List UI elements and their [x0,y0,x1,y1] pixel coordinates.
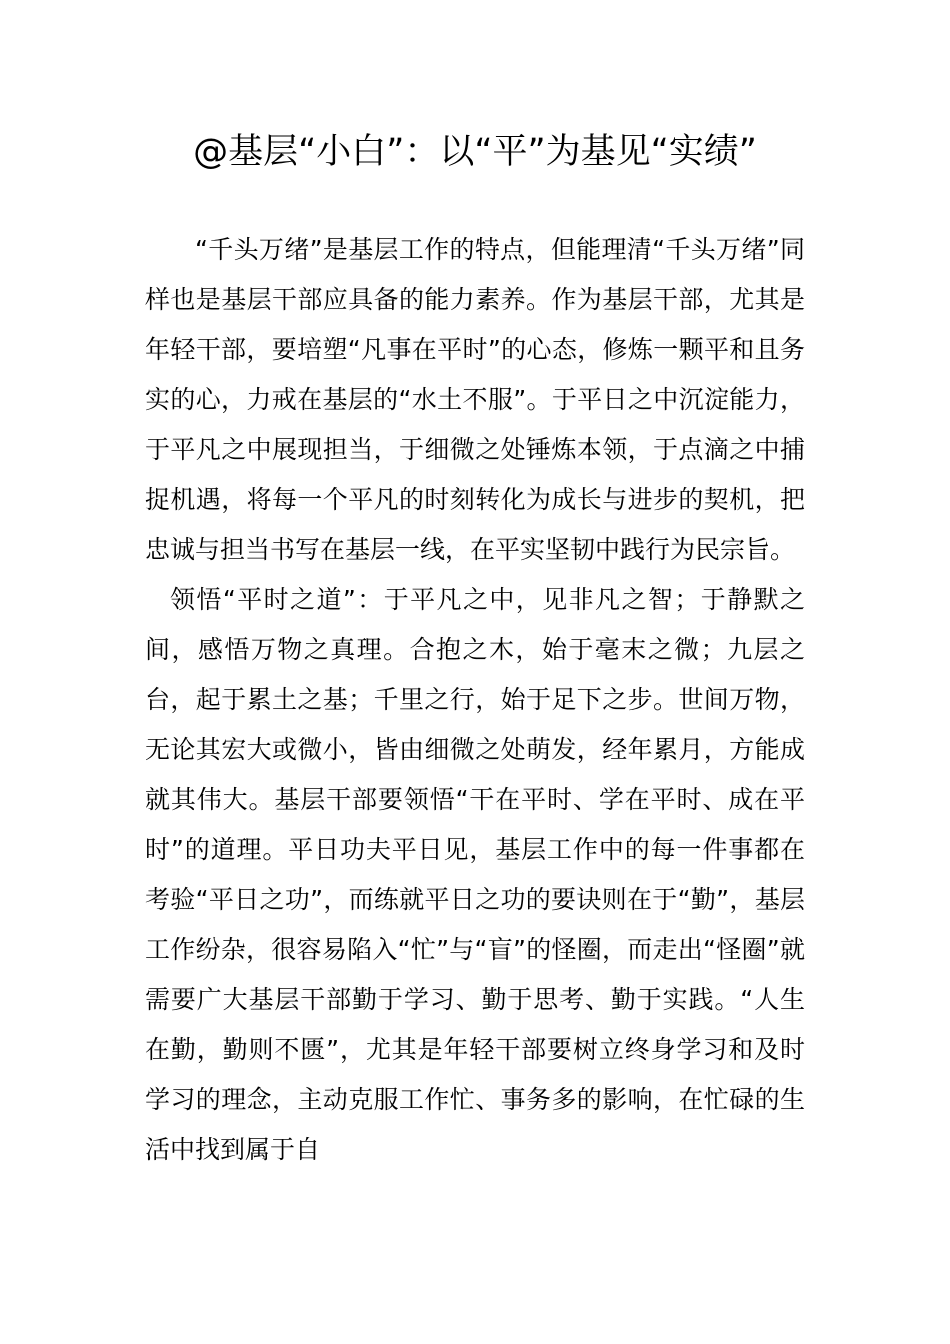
document-body [145,225,805,1175]
document-title: @基层“小白”：以“平”为基见“实绩” [193,132,757,172]
paragraph-section-one: 领悟“平时之道”：于平凡之中，见非凡之智；于静默之间，感悟万物之真理。合抱之木，始于毫末之微；九层之台，起于累土之基；千里之行，始于足下之步。世间万物，无论其宏大或微小，皆由细微之处萌发，经年累月，方能成就其伟大。基层干部要领悟“干在平时、学在平时、成在平时”的道理。平日功夫平日见，基层工作中的每一件事都在考验“平日之功”，而练就平日之功的要诀则在于“勤”，基层工作纷杂，很容易陷入“忙”与“盲”的怪圈，而走出“怪圈”就需要广大基层干部勤于学习、勤于思考、勤于实践。“人生在勤，勤则不匮”，尤其是年轻干部要树立终身学习和及时学习的理念，主动克服工作忙、事务多的影响，在忙碌的生活中找到属于自 [145,585,805,1164]
paragraph-intro: “千头万绪”是基层工作的特点，但能理清“千头万绪”同样也是基层干部应具备的能力素养。作为基层干部，尤其是年轻干部，要培塑“凡事在平时”的心态，修炼一颗平和且务实的心，力戒在基层的“水土不服”。于平日之中沉淀能力，于平凡之中展现担当，于细微之处锤炼本领，于点滴之中捕捉机遇，将每一个平凡的时刻转化为成长与进步的契机，把忠诚与担当书写在基层一线，在平实坚韧中践行为民宗旨。 [145,235,805,564]
